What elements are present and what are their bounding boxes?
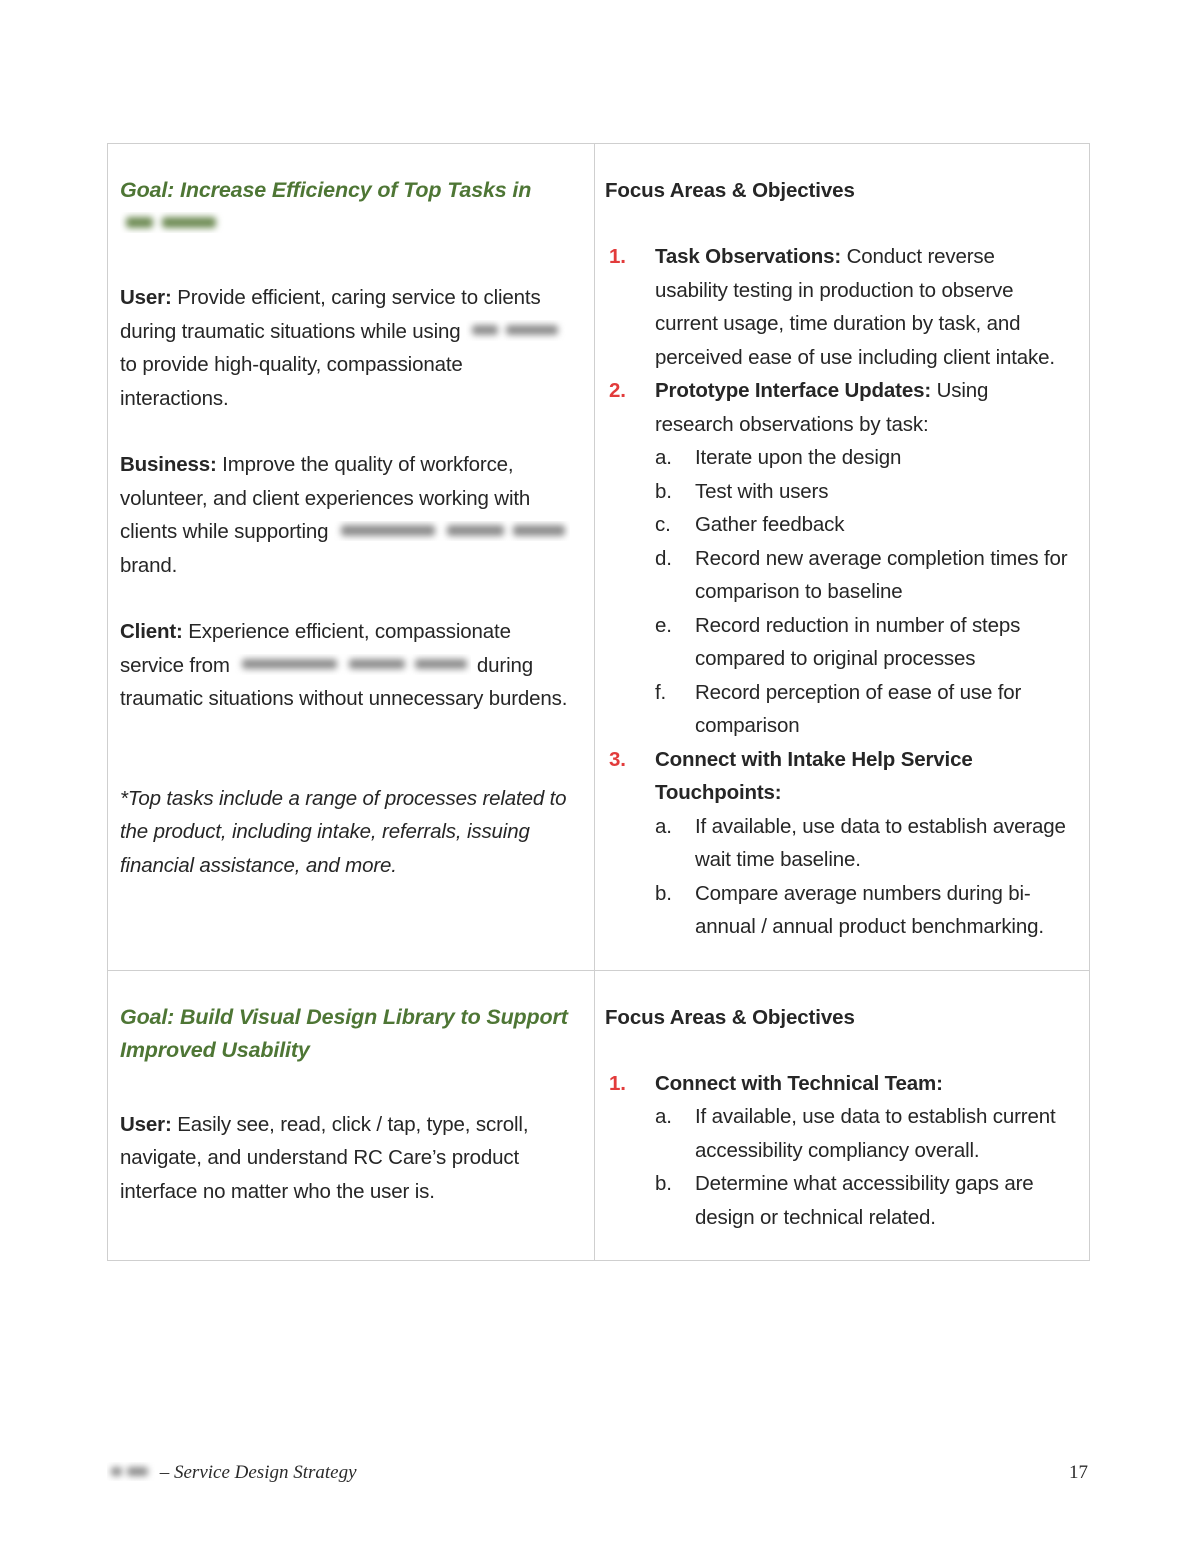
footer-title-text: – Service Design Strategy	[159, 1462, 357, 1483]
list-item-title: Connect with Intake Help Service Touchpoints:	[655, 747, 973, 804]
list-item-text: If available, use data to establish current accessibility compliancy overall.	[695, 1105, 1056, 1162]
page-number: 17	[1069, 1462, 1088, 1483]
list-marker: a.	[655, 446, 672, 469]
paragraph-label-user: User:	[120, 286, 172, 309]
page-footer	[107, 1458, 1088, 1488]
paragraph-text-part2: brand.	[120, 553, 178, 577]
list-item	[655, 441, 1071, 475]
list-item	[655, 1167, 1071, 1234]
goal-heading: Goal: Build Visual Design Library to Support Improved Usability	[120, 1004, 568, 1062]
redacted-org-name	[334, 521, 570, 542]
list-marker: f.	[655, 680, 667, 704]
goal-footnote: *Top tasks include a range of processes related to the product, including intake, referrals, issuing financial assistance, and more.	[120, 786, 567, 877]
focus-heading: Focus Areas & Objectives	[605, 179, 855, 202]
list-item	[655, 810, 1071, 877]
list-item-text: If available, use data to establish average wait time baseline.	[695, 814, 1066, 871]
list-marker: d.	[655, 546, 672, 570]
footer-title	[107, 1458, 357, 1488]
focus-heading: Focus Areas & Objectives	[605, 1005, 855, 1029]
paragraph-label-user: User:	[120, 1112, 172, 1136]
list-marker: c.	[655, 513, 671, 536]
list-item-text: Record perception of ease of use for comparison	[695, 680, 1022, 737]
spacer	[120, 248, 570, 281]
paragraph-text-part2: during traumatic situations without unnecessary burdens.	[120, 653, 568, 710]
sub-list	[655, 810, 1071, 944]
list-marker: 1.	[609, 1071, 626, 1095]
list-item	[655, 475, 1071, 509]
list-item-text: Record new average completion times for comparison to baseline	[695, 546, 1068, 603]
list-item-text: Iterate upon the design	[695, 446, 902, 469]
list-item-title: Prototype Interface Updates:	[655, 379, 932, 402]
goal-paragraph-user	[120, 1108, 570, 1209]
list-marker: b.	[655, 881, 672, 905]
list-marker: b.	[655, 1172, 672, 1195]
list-item-text: Using research observations by task:	[655, 379, 989, 436]
list-item-title: Task Observations:	[655, 245, 842, 268]
focus-objectives-list	[605, 1067, 1071, 1235]
spacer	[120, 716, 570, 749]
list-item	[655, 676, 1071, 743]
paragraph-label-business: Business:	[120, 453, 217, 476]
list-item-text: Compare average numbers during bi-annual / annual product benchmarking.	[695, 881, 1044, 938]
list-item	[655, 877, 1071, 944]
goal-paragraph-business	[120, 448, 570, 582]
focus-objectives-list	[605, 240, 1071, 944]
spacer	[120, 1075, 570, 1108]
list-marker: e.	[655, 613, 672, 637]
list-marker: 2.	[609, 379, 626, 402]
redacted-product-name	[120, 212, 224, 234]
sub-list	[655, 1100, 1071, 1234]
list-item-title: Connect with Technical Team:	[655, 1071, 943, 1095]
list-item	[655, 609, 1071, 676]
list-marker: 3.	[609, 747, 626, 771]
redacted-org-name	[107, 1462, 155, 1481]
redacted-product-name	[466, 320, 566, 341]
goal-paragraph-user	[120, 281, 570, 415]
table-row	[108, 970, 1090, 1261]
list-marker: b.	[655, 479, 672, 503]
table-row	[108, 144, 1090, 971]
goal-heading-text: Goal: Increase Efficiency of Top Tasks in	[120, 178, 532, 202]
list-item-text: Record reduction in number of steps compared to original processes	[695, 613, 1021, 670]
spacer	[120, 749, 570, 782]
list-item	[605, 240, 1071, 374]
list-item-text: Gather feedback	[695, 513, 845, 536]
list-marker: 1.	[609, 245, 626, 268]
goal-cell	[108, 144, 595, 971]
list-item	[655, 542, 1071, 609]
goal-cell	[108, 970, 595, 1261]
paragraph-text-part1: Experience efficient, compassionate service from	[120, 620, 511, 677]
focus-cell	[595, 970, 1090, 1261]
list-item	[605, 1067, 1071, 1235]
list-item-text: Test with users	[695, 479, 829, 503]
goal-heading	[120, 174, 570, 240]
goal-paragraph-client	[120, 615, 570, 716]
paragraph-text-part1: Improve the quality of workforce, volunteer, and client experiences working with clients while supporting	[120, 453, 531, 543]
list-item	[605, 743, 1071, 944]
list-item-text: Conduct reverse usability testing in production to observe current usage, time duration by task, and perceived ease of use including client intake.	[655, 245, 1055, 369]
paragraph-label-client: Client:	[120, 620, 183, 643]
focus-cell	[595, 144, 1090, 971]
sub-list	[655, 441, 1071, 743]
goals-table	[107, 143, 1090, 1261]
list-marker: a.	[655, 814, 672, 838]
paragraph-text-part1: Easily see, read, click / tap, type, scroll, navigate, and understand RC Care’s product interface no matter who the user is.	[120, 1112, 529, 1203]
list-item	[655, 1100, 1071, 1167]
paragraph-text-part1: Provide efficient, caring service to clients during traumatic situations while using	[120, 286, 541, 343]
redacted-org-name	[235, 654, 471, 675]
list-marker: a.	[655, 1105, 672, 1128]
paragraph-text-part2: to provide high-quality, compassionate interactions.	[120, 353, 463, 410]
list-item-text: Determine what accessibility gaps are design or technical related.	[695, 1172, 1034, 1229]
list-item	[655, 508, 1071, 542]
list-item	[605, 374, 1071, 743]
